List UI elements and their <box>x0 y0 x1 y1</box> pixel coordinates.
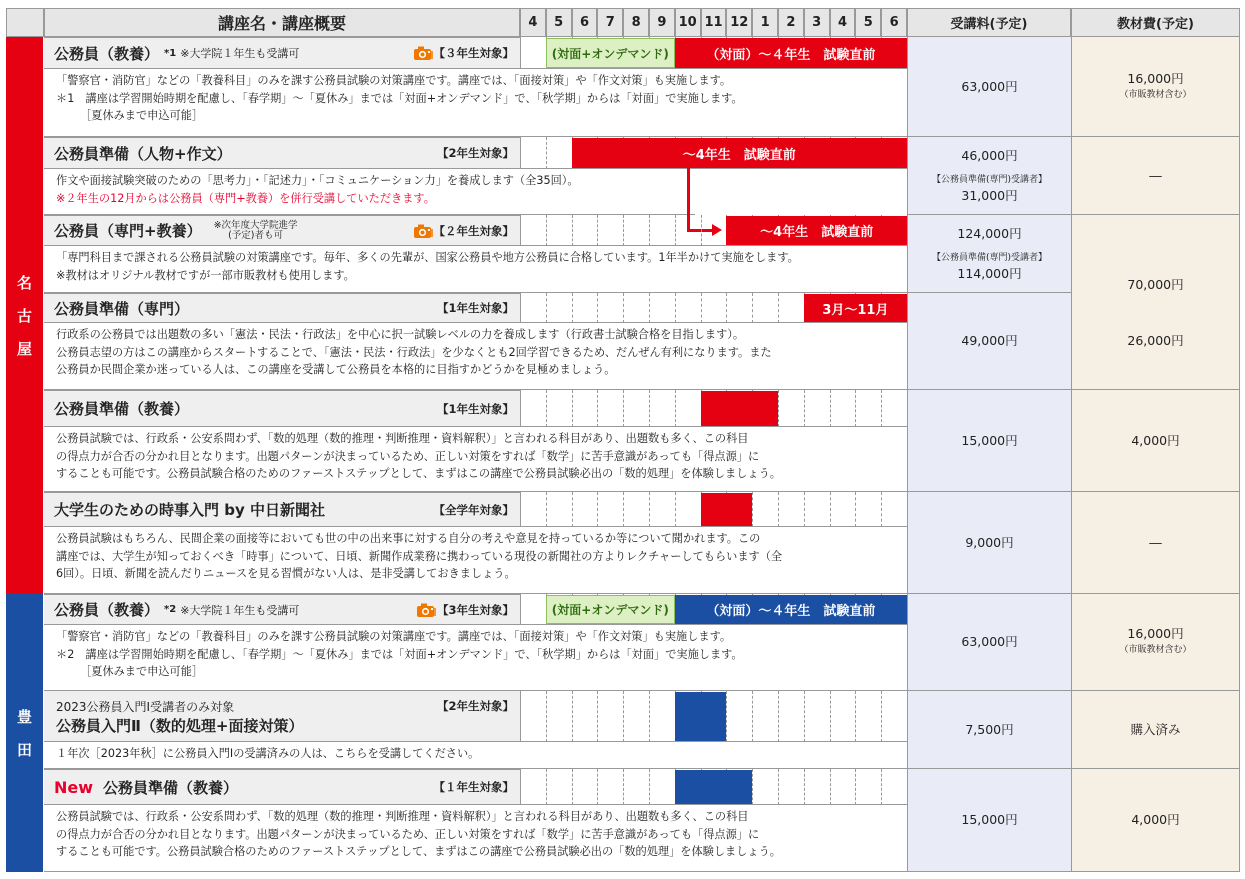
month-cell <box>520 390 546 427</box>
tuition-cell <box>907 37 1071 137</box>
month-cell <box>855 492 881 527</box>
description-line: ［夏休みまで申込可能］ <box>80 665 204 678</box>
month-header <box>520 8 546 37</box>
course-title <box>44 691 424 742</box>
course-title <box>44 293 424 323</box>
course-description <box>44 625 907 691</box>
course-target <box>370 137 520 169</box>
schedule-bar-label: ～4年生 試験直前 <box>682 147 796 163</box>
month-cell <box>623 769 649 805</box>
camera-icon <box>412 45 434 61</box>
month-cell <box>649 215 675 246</box>
course-target <box>370 691 520 721</box>
month-cell <box>520 37 546 69</box>
schedule-bar-inperson-label: （対面）～４年生 試験直前 <box>706 604 876 619</box>
month-cell <box>520 492 546 527</box>
region-nagoya <box>6 37 43 594</box>
month-cell <box>623 691 649 742</box>
month-header <box>572 8 598 37</box>
month-cell <box>881 769 907 805</box>
materials-value: 4,000円 <box>1131 432 1180 448</box>
description-line: 公務員試験では、行政系・公安系問わず、「数的処理（数的推理・判断推理・資料解釈）」と言われる科目があり、出題数も多く、この科目 <box>56 810 749 823</box>
course-title <box>44 492 424 527</box>
region-toyota <box>6 594 43 872</box>
course-target-label: 【1年生対象】 <box>436 301 514 315</box>
tuition-value: 49,000円 <box>961 333 1018 348</box>
month-cell <box>546 293 572 323</box>
schedule-bar <box>572 138 907 168</box>
tuition-cell <box>907 691 1071 769</box>
month-header <box>623 8 649 37</box>
course-target-label: 【3年生対象】 <box>436 602 514 617</box>
materials-value: 購入済み <box>1130 721 1181 737</box>
month-cell <box>546 215 572 246</box>
tuition-value: 63,000円 <box>961 78 1018 94</box>
materials-cell <box>1071 37 1240 137</box>
schedule-bar <box>804 294 907 322</box>
course-description <box>44 742 907 769</box>
course-title <box>44 37 424 69</box>
month-header <box>855 8 881 37</box>
schedule-bar-inperson <box>675 595 907 624</box>
camera-icon <box>415 602 437 618</box>
month-cell <box>881 390 907 427</box>
course-name: 公務員（教養） <box>54 44 160 63</box>
course-description <box>44 427 907 492</box>
month-cell <box>546 390 572 427</box>
tuition-value-2: 114,000円 <box>957 265 1022 281</box>
header-tuition-label: 受講料(予定) <box>950 17 1028 32</box>
month-cell <box>855 390 881 427</box>
course-name: 大学生のための時事入門 by 中日新聞社 <box>54 501 325 519</box>
month-cell <box>726 293 752 323</box>
tuition-value: 63,000円 <box>961 634 1018 649</box>
month-label: 6 <box>579 15 590 30</box>
course-note <box>214 221 298 241</box>
description-line: の得点力が合否の分かれ目となります。出題パターンが決まっているため、正しい対策をすれば「数学」に苦手意識があっても「得点源」に <box>56 827 760 841</box>
description-line: 作文や面接試験突破のための「思考力」・「記述力」・「コミュニケーション力」を養成します（全35回）。 <box>56 174 579 187</box>
course-description <box>44 323 907 390</box>
month-header <box>881 8 907 37</box>
month-header <box>752 8 778 37</box>
tuition-cell <box>907 769 1071 872</box>
month-cell <box>675 492 701 527</box>
month-header <box>778 8 804 37</box>
month-cell <box>546 691 572 742</box>
tuition-cell <box>907 390 1071 492</box>
month-cell <box>804 691 830 742</box>
month-cell <box>520 691 546 742</box>
month-cell <box>649 492 675 527</box>
month-header <box>726 8 752 37</box>
month-cell <box>881 492 907 527</box>
description-line: ［夏休みまで申込可能］ <box>80 109 204 122</box>
month-cell <box>804 769 830 805</box>
materials-note: （市販教材含む） <box>1119 89 1192 100</box>
month-cell <box>675 293 701 323</box>
tuition-note: 【公務員準備(専門)受講者】 <box>931 174 1048 185</box>
month-cell <box>830 691 856 742</box>
tuition-value: 46,000円 <box>961 147 1018 163</box>
description-line: 公務員志望の方はこの講座からスタートすることで、「憲法・民法・行政法」を少なくとも2回学習できるため、だんぜん有利になります。また <box>56 345 772 359</box>
month-cell <box>520 769 546 805</box>
description-line: ※教材はオリジナル教材ですが一部市販教材も使用します。 <box>56 268 355 282</box>
month-header <box>675 8 701 37</box>
schedule-bar-hybrid-label: (対面+オンデマンド) <box>551 603 669 617</box>
month-header <box>649 8 675 37</box>
month-cell <box>623 390 649 427</box>
course-target <box>370 594 520 625</box>
course-description <box>44 246 907 293</box>
course-target-label: 【2年生対象】 <box>436 146 514 160</box>
course-prerequisite: 2023公務員入門I受講者のみ対象 <box>56 699 235 714</box>
course-name: 公務員準備（人物+作文） <box>54 144 232 163</box>
month-label: 1 <box>760 15 770 30</box>
month-cell <box>778 691 804 742</box>
materials-value: 16,000円 <box>1127 626 1184 641</box>
month-cell <box>572 492 598 527</box>
month-cell <box>597 769 623 805</box>
course-target <box>370 293 520 323</box>
header-corner <box>6 8 44 37</box>
tuition-value: 124,000円 <box>957 225 1022 241</box>
month-cell <box>778 293 804 323</box>
month-label: 4 <box>837 15 848 30</box>
month-cell <box>623 215 649 246</box>
materials-cell <box>1071 492 1240 594</box>
course-target-label: 【２年生対象】 <box>433 223 514 238</box>
description-line: 公務員試験はもちろん、民間企業の面接等においても世の中の出来事に対する自分の考えや意見を持っているか等について聞かれます。この <box>56 532 761 545</box>
description-line: ＊1 講座は学習開始時期を配慮し、「春学期」～「夏休み」までは「対面+オンデマンド」で、「秋学期」からは「対面」で実施します。 <box>56 91 743 105</box>
schedule-bar-block <box>701 493 753 526</box>
region-char: 名 <box>16 274 32 292</box>
course-name: 公務員入門Ⅱ（数的処理+面接対策） <box>56 716 304 735</box>
course-target-label: 【３年生対象】 <box>433 46 514 60</box>
tuition-cell <box>907 215 1071 293</box>
region-char: 屋 <box>16 340 32 358</box>
description-line: することも可能です。公務員試験合格のためのファーストステップとして、まずはこの講座で公務員試験必出の「数的処理」を体験しましょう。 <box>56 467 781 480</box>
tuition-value: 7,500円 <box>965 721 1014 737</box>
header-materials <box>1071 8 1240 37</box>
month-cell <box>520 293 546 323</box>
schedule-bar-label: ～4年生 試験直前 <box>760 225 874 240</box>
course-note: ※大学院１年生も受講可 <box>180 47 300 60</box>
schedule-bar-hybrid-label: (対面+オンデマンド) <box>551 46 669 61</box>
materials-value: 4,000円 <box>1131 812 1180 827</box>
course-title <box>44 594 424 625</box>
materials-value: ― <box>1149 534 1162 550</box>
month-cell <box>830 492 856 527</box>
region-char: 田 <box>16 741 32 759</box>
month-cell <box>546 492 572 527</box>
course-description <box>44 805 907 872</box>
schedule-bar-block <box>675 770 752 804</box>
description-line: 「専門科目まで課される公務員試験の対策講座です。毎年、多くの先輩が、国家公務員や地方公務員に合格しています。1年半かけて実施をします。 <box>56 251 799 264</box>
description-line: することも可能です。公務員試験合格のためのファーストステップとして、まずはこの講座で公務員試験必出の「数的処理」を体験しましょう。 <box>56 845 781 858</box>
description-line: ※２年生の12月からは公務員（専門+教養）を併行受講していただきます。 <box>56 191 435 205</box>
description-line: 講座では、大学生が知っておくべき「時事」について、日頃、新聞作成業務に携わっている現役の新聞社の方よりレクチャーしてもらいます（全 <box>56 549 783 563</box>
description-line: 6回）。日頃、新聞を読んだりニュースを見る習慣がない人は、是非受講しておきましょう。 <box>56 567 516 580</box>
description-line: ＊2 講座は学習開始時期を配慮し、「春学期」～「夏休み」までは「対面+オンデマンド」で、「秋学期」からは「対面」で実施します。 <box>56 647 743 661</box>
tuition-value-2: 31,000円 <box>961 187 1018 203</box>
header-materials-label: 教材費(予定) <box>1117 17 1194 32</box>
month-cell <box>649 769 675 805</box>
course-description <box>44 69 907 137</box>
month-cell <box>804 492 830 527</box>
schedule-bar-label: 3月～11月 <box>822 302 889 318</box>
materials-cell <box>1071 691 1240 769</box>
month-cell <box>520 215 546 246</box>
month-cell <box>778 769 804 805</box>
course-title <box>44 390 424 427</box>
header-tuition <box>907 8 1071 37</box>
month-cell <box>675 215 701 246</box>
month-cell <box>701 215 727 246</box>
month-cell <box>649 691 675 742</box>
month-cell <box>649 390 675 427</box>
description-line: の得点力が合否の分かれ目となります。出題パターンが決まっているため、正しい対策をすれば「数学」に苦手意識があっても「得点源」に <box>56 449 760 463</box>
materials-value: 16,000円 <box>1127 70 1184 86</box>
course-name: 公務員（専門+教養） <box>54 222 202 240</box>
month-header <box>546 8 572 37</box>
course-target <box>370 37 520 69</box>
month-cell <box>572 691 598 742</box>
course-note: ※大学院１年生も受講可 <box>180 603 300 617</box>
course-target-label: 【１年生対象】 <box>433 780 514 794</box>
region-char: 古 <box>16 307 32 325</box>
month-label: 5 <box>554 15 564 30</box>
month-cell <box>597 293 623 323</box>
course-target <box>370 390 520 427</box>
month-cell <box>520 137 546 169</box>
month-cell <box>520 594 546 625</box>
tuition-note: 【公務員準備(専門)受講者】 <box>931 252 1048 263</box>
materials-cell <box>1071 769 1240 872</box>
month-label: 10 <box>678 15 697 30</box>
description-line: １年次［2023年秋］に公務員入門Iの受講済みの人は、こちらを受講してください。 <box>56 747 480 760</box>
month-cell <box>546 137 572 169</box>
month-label: 9 <box>657 15 667 30</box>
course-name: 公務員（教養） <box>54 601 160 619</box>
materials-cell <box>1071 390 1240 492</box>
month-cell <box>572 390 598 427</box>
month-cell <box>649 293 675 323</box>
new-badge: New <box>54 777 94 797</box>
materials-value: 26,000円 <box>1127 333 1184 348</box>
course-description <box>44 527 907 594</box>
month-cell <box>752 691 778 742</box>
month-cell <box>804 390 830 427</box>
course-title <box>44 137 424 169</box>
month-cell <box>597 691 623 742</box>
course-note-line: (予定)者も可 <box>228 229 284 241</box>
tuition-cell <box>907 594 1071 691</box>
month-cell <box>881 691 907 742</box>
course-title <box>44 769 424 805</box>
month-cell <box>623 492 649 527</box>
description-line: 「警察官・消防官」などの「教養科目」のみを課す公務員試験の対策講座です。講座では、「面接対策」や「作文対策」も実施します。 <box>56 630 732 643</box>
course-mark: *2 <box>164 604 177 615</box>
schedule-bar-block <box>701 391 778 426</box>
tuition-value: 9,000円 <box>965 534 1014 550</box>
materials-value: ― <box>1149 167 1162 183</box>
schedule-bar-inperson-label: （対面）～４年生 試験直前 <box>706 47 876 63</box>
materials-cell <box>1071 594 1240 691</box>
month-header <box>804 8 830 37</box>
month-cell <box>855 769 881 805</box>
month-label: 6 <box>889 15 899 30</box>
schedule-bar-block <box>675 692 727 741</box>
schedule-bar-hybrid <box>546 595 675 624</box>
month-label: 11 <box>704 15 723 30</box>
month-cell <box>752 492 778 527</box>
header-course-label: 講座名・講座概要 <box>217 14 346 33</box>
month-label: 12 <box>730 15 749 30</box>
month-cell <box>778 390 804 427</box>
month-cell <box>752 769 778 805</box>
course-target-label: 【全学年対象】 <box>433 502 514 517</box>
month-label: 8 <box>631 15 641 30</box>
materials-value: 70,000円 <box>1127 276 1184 292</box>
month-cell <box>597 215 623 246</box>
schedule-bar-inperson <box>675 38 907 68</box>
materials-cell <box>1071 137 1240 215</box>
month-cell <box>726 691 752 742</box>
table-header-course <box>44 8 520 37</box>
schedule-bar <box>726 216 907 245</box>
materials-cell <box>1071 293 1240 390</box>
course-mark: *1 <box>164 47 177 59</box>
description-line: 公務員試験では、行政系・公安系問わず、「数的処理（数的推理・判断推理・資料解釈）」と言われる科目があり、出題数も多く、この科目 <box>56 432 749 445</box>
camera-icon <box>412 223 434 239</box>
month-cell <box>597 492 623 527</box>
month-header <box>597 8 623 37</box>
month-cell <box>597 390 623 427</box>
month-label: 2 <box>786 15 796 30</box>
tuition-cell <box>907 492 1071 594</box>
month-cell <box>572 293 598 323</box>
tuition-value: 15,000円 <box>961 812 1018 827</box>
month-label: 4 <box>528 15 538 30</box>
description-line: 公務員か民間企業か迷っている人は、この講座を受講して公務員を本格的に目指すかどうかを見極めましょう。 <box>56 363 616 376</box>
month-cell <box>572 215 598 246</box>
course-name: 公務員準備（教養） <box>54 400 190 418</box>
month-cell <box>572 769 598 805</box>
course-name: 公務員準備（専門） <box>54 299 190 318</box>
tuition-cell <box>907 137 1071 215</box>
course-target <box>370 492 520 527</box>
month-header <box>830 8 856 37</box>
region-char: 豊 <box>16 708 32 726</box>
month-label: 7 <box>605 15 615 30</box>
course-target <box>370 215 520 246</box>
course-target-label: 【1年生対象】 <box>436 401 514 416</box>
month-cell <box>546 769 572 805</box>
course-title <box>44 215 424 246</box>
materials-note: （市販教材含む） <box>1119 645 1192 655</box>
month-cell <box>623 293 649 323</box>
tuition-cell <box>907 293 1071 390</box>
tuition-value: 15,000円 <box>961 432 1018 448</box>
month-cell <box>778 492 804 527</box>
course-description <box>44 169 695 215</box>
description-line: 「警察官・消防官」などの「教養科目」のみを課す公務員試験の対策講座です。講座では、「面接対策」や「作文対策」も実施します。 <box>56 74 732 87</box>
month-header <box>701 8 727 37</box>
month-label: 5 <box>863 15 873 30</box>
course-target <box>370 769 520 805</box>
month-cell <box>752 293 778 323</box>
month-cell <box>675 390 701 427</box>
schedule-bar-hybrid <box>546 38 675 68</box>
month-cell <box>855 691 881 742</box>
course-name: 公務員準備（教養） <box>103 778 239 797</box>
month-cell <box>830 769 856 805</box>
month-cell <box>701 293 727 323</box>
course-note-line: ※次年度大学院進学 <box>213 219 298 231</box>
month-label: 3 <box>812 15 822 30</box>
description-line: 行政系の公務員では出題数の多い「憲法・民法・行政法」を中心に択一試験レベルの力を養成します（行政書士試験合格を目指します）。 <box>56 328 745 341</box>
month-cell <box>830 390 856 427</box>
course-target-label: 【2年生対象】 <box>436 699 514 713</box>
